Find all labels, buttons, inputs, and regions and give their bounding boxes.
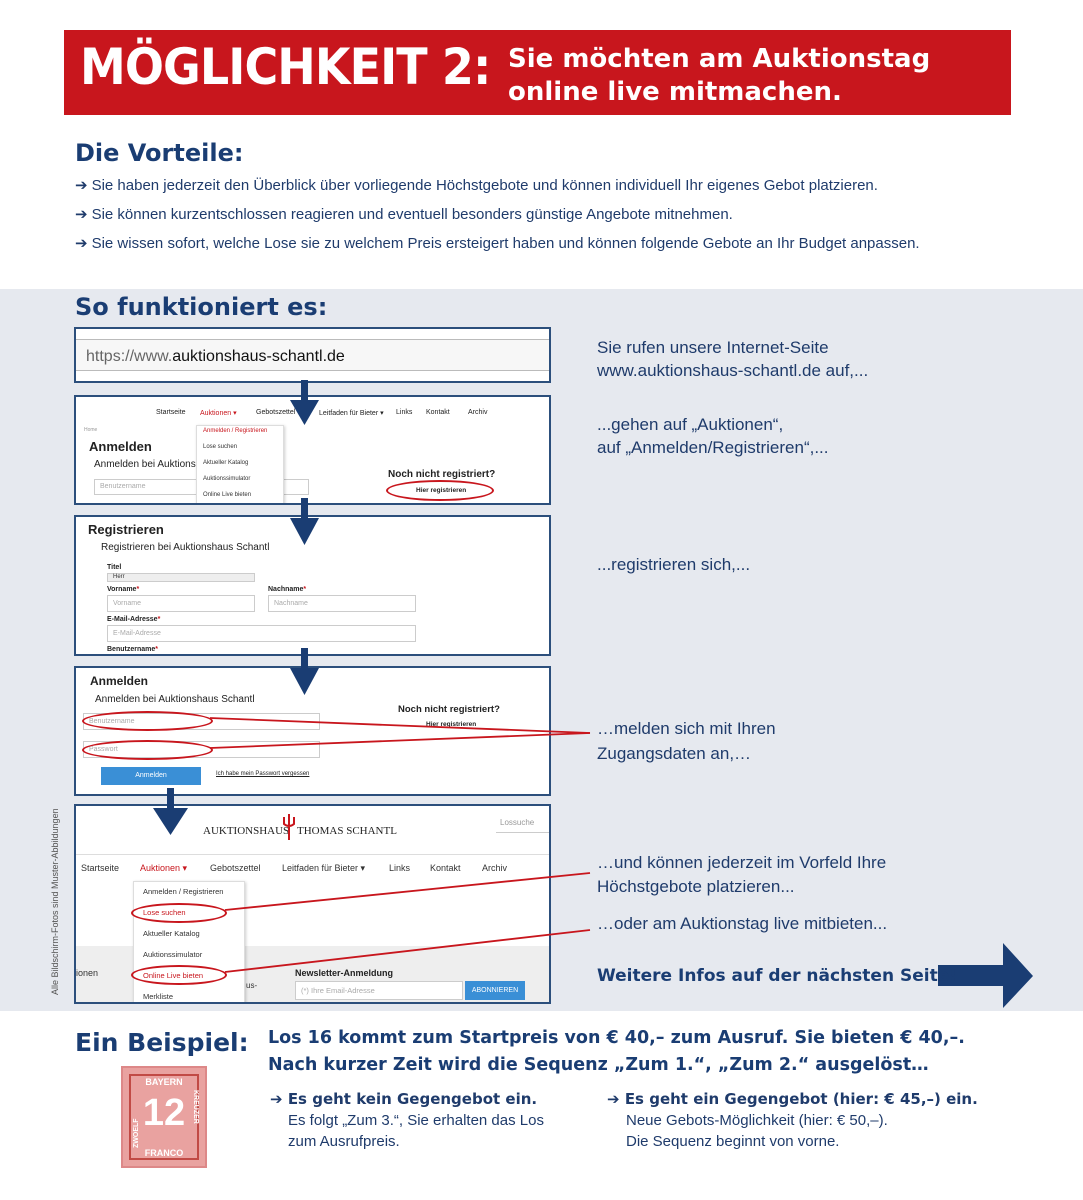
banner-subtitle-line1: Sie möchten am Auktionstag [508,44,931,74]
password-input: Passwort [83,741,320,758]
stamp-image: BAYERN 12 FRANCO ZWOELF KREUZER [121,1066,207,1168]
arrow-right-icon: ➔ [75,205,88,223]
banner-subtitle-line2: online live mitmachen. [508,77,842,107]
subscribe-button: ABONNIEREN [465,981,525,1000]
case-counter-line1: Neue Gebots-Möglichkeit (hier: € 50,–). [626,1112,888,1129]
url-text: https://www.auktionshaus-schantl.de [86,348,345,365]
step1-text-line2: www.auktionshaus-schantl.de auf,... [597,361,869,380]
arrow-right-icon: ➔ [75,176,88,194]
side-note: Alle Bildschirm-Fotos sind Muster-Abbildungen [50,808,60,995]
arrow-right-icon: ➔ [75,234,88,252]
step2-text-line2: auf „Anmelden/Registrieren“,... [597,438,829,457]
step4-text-line2: Zugangsdaten an,… [597,744,752,763]
username-input: Benutzername [94,479,309,495]
step2-text-line1: ...gehen auf „Auktionen“, [597,415,784,434]
banner-title: MÖGLICHKEIT 2: [80,38,491,96]
case-counter-line2: Die Sequenz beginnt von vorne. [626,1133,840,1150]
step5-text-line2: Höchstgebote platzieren... [597,877,795,896]
screenshot-login-form: Anmelden Anmelden bei Auktionshaus Schantl Benutzername Passwort Anmelden Ich habe mein Passwort vergessen Noch nicht registriert? Hier registrieren [74,666,551,796]
step5-text-line1: …und können jederzeit im Vorfeld Ihre [597,853,887,872]
username-input: Benutzername [83,713,320,730]
case-no-counter-head: ➔ Es geht kein Gegengebot ein. [270,1090,538,1108]
so-funktioniert-heading: So funktioniert es: [75,293,328,321]
vorteil-item: ➔ Sie haben jederzeit den Überblick über vorliegende Höchstgebote und können individuell Ihr eigenes Gebot platzieren. [75,176,878,194]
case-no-counter-line2: zum Ausrufpreis. [288,1133,400,1150]
step4-text-line1: …melden sich mit Ihren [597,719,776,738]
vorteile-heading: Die Vorteile: [75,139,244,167]
more-info-text: Weitere Infos auf der nächsten Seite! [597,966,957,986]
step6-text: …oder am Auktionstag live mitbieten... [597,914,888,933]
vorteil-item: ➔ Sie wissen sofort, welche Lose sie zu welchem Preis ersteigert haben und können folgende Gebote an Ihr Budget anpassen. [75,234,920,252]
step1-text-line1: Sie rufen unsere Internet-Seite [597,338,829,357]
beispiel-line2: Nach kurzer Zeit wird die Sequenz „Zum 1.“, „Zum 2.“ ausgelöst… [268,1055,929,1075]
beispiel-line1: Los 16 kommt zum Startpreis von € 40,– zum Ausruf. Sie bieten € 40,–. [268,1028,965,1048]
beispiel-heading: Ein Beispiel: [75,1028,249,1057]
case-counter-head: ➔ Es geht ein Gegengebot (hier: € 45,–) ein. [607,1090,978,1108]
vorteil-item: ➔ Sie können kurzentschlossen reagieren und eventuell besonders günstige Angebote mitnehmen. [75,205,733,223]
screenshot-auktionen-menu: Startseite Auktionen ▾ Gebotszettel Leitfaden für Bieter ▾ Links Kontakt Archiv Home Anmelden Anmelden bei Auktions Benutzername Anmelden / Registrieren Lose suchen Aktueller Katalog Auktionssimulator Online Live bieten Noch nicht registriert? Hier registrieren [74,395,551,505]
case-no-counter-line1: Es folgt „Zum 3.“, Sie erhalten das Los [288,1112,544,1129]
step3-text: ...registrieren sich,... [597,555,751,574]
screenshot-register-form: Registrieren Registrieren bei Auktionshaus Schantl Titel Herr Vorname* Vorname Nachname* Nachname E-Mail-Adresse* E-Mail-Adresse Benutzername* [74,515,551,656]
login-button: Anmelden [101,767,201,785]
screenshot-website: AUKTIONSHAUS THOMAS SCHANTL Lossuche Startseite Auktionen ▾ Gebotszettel Leitfaden für Bieter ▾ Links Kontakt Archiv ionen us- Newsletter-Anmeldung (*) Ihre Email-Adresse ABONNIEREN Anmelden / Registrieren Lose suchen Aktueller Katalog Auktionssimulator Online Live bieten Merkliste [74,804,551,1004]
